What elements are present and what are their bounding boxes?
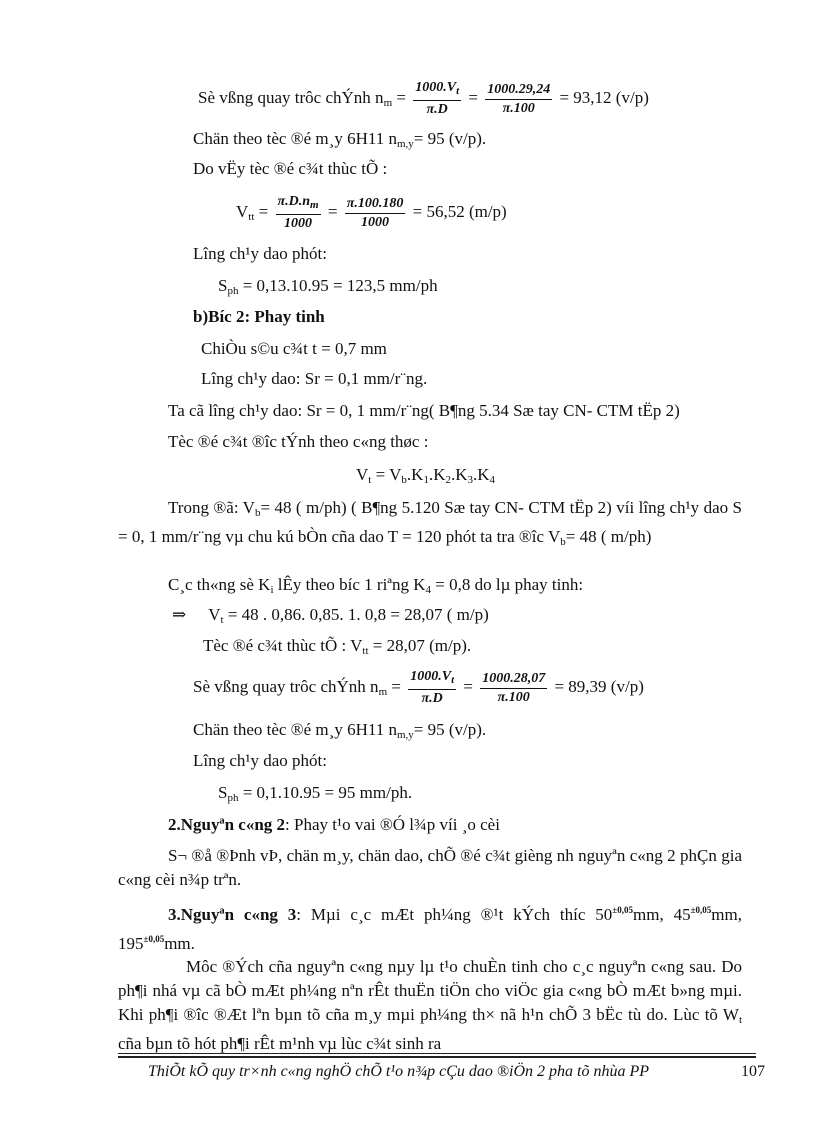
denominator: 1000 xyxy=(284,216,313,231)
operation-2-heading xyxy=(168,815,500,835)
numerator: π.D.n xyxy=(277,194,311,209)
sub: m xyxy=(383,96,393,109)
sub: 4 xyxy=(489,474,496,486)
text-line: Do vËy tèc ®é c¾t thùc tÕ : xyxy=(193,159,388,178)
sub: b xyxy=(401,474,407,486)
text: = 95 (v/p). xyxy=(413,129,487,148)
text: = 93,12 (v/p) xyxy=(555,87,649,107)
text: = xyxy=(392,87,411,107)
text: = V xyxy=(371,465,402,484)
sub: b xyxy=(560,536,566,548)
spindle-speed-formula-1 xyxy=(198,80,649,118)
sub: t xyxy=(738,1014,742,1026)
text: = 28,07 (m/p). xyxy=(368,636,472,655)
text: = 56,52 (m/p) xyxy=(408,201,507,221)
numerator: 1000.V xyxy=(415,80,457,95)
page-number: 107 xyxy=(741,1063,765,1080)
sub: 4 xyxy=(425,584,432,596)
sub: t xyxy=(368,474,372,486)
actual-speed-line xyxy=(203,636,471,661)
denominator: 1000 xyxy=(361,214,390,230)
text: = 0,13.10.95 = 123,5 mm/ph xyxy=(238,276,438,295)
text: = 48 ( m/ph) xyxy=(565,527,652,546)
text: = xyxy=(387,676,406,696)
coefficients-line xyxy=(168,575,583,600)
numerator: 1000.V xyxy=(410,669,452,684)
text: = xyxy=(464,87,483,107)
sub: 3 xyxy=(467,474,473,486)
text: Trong ®ã: V xyxy=(168,498,255,517)
text: .K xyxy=(450,465,468,484)
text: V xyxy=(208,605,221,624)
spindle-speed-formula-2 xyxy=(193,669,644,707)
paragraph: S¬ ®å ®Þnh vÞ, chän m¸y, chän dao, chÕ ®é c¾t gièng nh nguyªn c«ng 2 phÇn gia c«ng cèi n¾p trªn. xyxy=(118,846,742,889)
text: Chän theo tèc ®é m¸y 6H11 n xyxy=(193,129,397,148)
denominator: π.D xyxy=(421,691,443,706)
fraction xyxy=(480,671,547,706)
text-line: Lîng ch¹y dao: Sr = 0,1 mm/r¨ng. xyxy=(201,369,428,388)
text: = 89,39 (v/p) xyxy=(550,676,644,696)
sub: m xyxy=(378,685,388,698)
sub: t xyxy=(451,674,455,686)
sub: m,y xyxy=(396,729,414,741)
text: S xyxy=(218,783,228,802)
text: C¸c th«ng sè K xyxy=(168,575,271,594)
denominator: π.100 xyxy=(502,100,535,116)
paragraph xyxy=(118,496,742,554)
text: = xyxy=(459,676,478,696)
text: = 95 (v/p). xyxy=(413,720,487,739)
sub: t xyxy=(220,614,224,626)
machine-speed-line-1 xyxy=(193,129,486,154)
cutting-speed-formula xyxy=(236,194,507,232)
text: = 48 . 0,86. 0,85. 1. 0,8 = 28,07 ( m/p) xyxy=(223,605,489,624)
sub: b xyxy=(254,507,261,519)
text: = xyxy=(254,201,273,221)
numerator: π.100.180 xyxy=(345,196,406,214)
text: Chän theo tèc ®é m¸y 6H11 n xyxy=(193,720,397,739)
fraction xyxy=(413,80,461,118)
numerator: 1000.29,24 xyxy=(485,82,552,100)
tolerance: ±0,05 xyxy=(612,905,633,915)
sub: m xyxy=(310,199,319,211)
text: mm, 195 xyxy=(118,905,742,953)
paragraph xyxy=(118,955,742,1056)
text-line: ChiÒu s©u c¾t t = 0,7 mm xyxy=(201,339,387,358)
text: Sè vßng quay trôc chÝnh n xyxy=(198,87,384,107)
text: V xyxy=(236,201,249,221)
fraction xyxy=(345,196,406,231)
sub: i xyxy=(270,584,274,596)
footer-divider xyxy=(118,1056,756,1058)
tolerance: ±0,05 xyxy=(690,905,712,915)
numerator: 1000.28,07 xyxy=(480,671,547,689)
machine-speed-line-2 xyxy=(193,720,486,745)
text-line: Tèc ®é c¾t ®îc tÝnh theo c«ng thøc : xyxy=(168,432,429,451)
sub: m,y xyxy=(396,138,414,150)
text-line: Ta cã lîng ch¹y dao: Sr = 0, 1 mm/r¨ng( B¶ng 5.34 Sæ tay CN- CTM tËp 2) xyxy=(168,401,680,420)
text: .K xyxy=(473,465,490,484)
sub: t xyxy=(456,85,460,97)
text: cña bµn tõ hót ph¶i rÊt m¹nh vµ lùc c¾t sinh ra xyxy=(118,1034,442,1053)
text: = 0,8 do lµ phay tinh: xyxy=(431,575,584,594)
text: V xyxy=(356,465,369,484)
fraction xyxy=(408,669,456,707)
tolerance: ±0,05 xyxy=(143,934,165,944)
text: : Phay t¹o vai ®Ó l¾p víi ¸o cèi xyxy=(285,815,500,834)
text: lÊy theo bíc 1 riªng K xyxy=(273,575,426,594)
text: S xyxy=(218,276,228,295)
text: = 0,1.10.95 = 95 mm/ph. xyxy=(238,783,413,802)
sub: tt xyxy=(362,645,369,657)
heading-bold: 2.Nguyªn c«ng 2 xyxy=(168,815,286,834)
speed-calc-line xyxy=(172,605,489,630)
sub: tt xyxy=(248,210,255,223)
sub: ph xyxy=(227,792,239,804)
fraction xyxy=(485,82,552,117)
denominator: π.D xyxy=(426,102,448,117)
text: : Mµi c¸c mÆt ph¼ng ®¹t kÝch thíc 50 xyxy=(296,905,613,924)
text: = xyxy=(323,201,342,221)
denominator: π.100 xyxy=(497,689,530,705)
feed-line-1 xyxy=(218,276,438,301)
text: Môc ®Ých cña nguyªn c«ng nµy lµ t¹o chuÈn tinh cho c¸c nguyªn c«ng sau. Do ph¶i nhá vµ cã bÒ mÆt ph¼ng nªn rÊt thuËn tiÖn cho viÖc gia c«ng bÒ mÆt b»ng mµi. Khi ph¶i ®îc ®Æt lªn bµn tõ cña m¸y mµi ph¼ng th× nã h¹n chÕ 3 bËc tù do. Lùc tõ W xyxy=(118,957,742,1024)
sub: ph xyxy=(227,285,239,297)
speed-formula-general xyxy=(356,465,495,490)
sub: 1 xyxy=(423,474,429,486)
text: = 48 ( m/ph) ( B¶ng 5.120 Sæ tay CN- CTM tËp 2) víi lîng ch¹y dao S = 0, 1 mm/r¨ng vµ chu kú bÒn cña dao T = 120 phót ta tra ®îc V xyxy=(118,498,743,546)
step-heading: b)Bíc 2: Phay tinh xyxy=(193,307,325,326)
footer-title: ThiÕt kÕ quy tr×nh c«ng nghÖ chÕ t¹o n¾p cÇu dao ®iÖn 2 pha tõ nhùa PP xyxy=(148,1063,650,1080)
heading-bold: 3.Nguyªn c«ng 3 xyxy=(168,905,297,924)
text: .K xyxy=(428,465,446,484)
text: Tèc ®é c¾t thùc tÕ : V xyxy=(203,636,363,655)
text: mm. xyxy=(164,934,195,953)
text-line: Lîng ch¹y dao phót: xyxy=(193,244,327,263)
text: Sè vßng quay trôc chÝnh n xyxy=(193,676,379,696)
fraction xyxy=(276,194,321,232)
footer-divider xyxy=(118,1053,756,1054)
text: .K xyxy=(406,465,424,484)
sub: 2 xyxy=(445,474,451,486)
text: mm, 45 xyxy=(633,905,691,924)
feed-line-2 xyxy=(218,783,412,808)
text-line: Lîng ch¹y dao phót: xyxy=(193,751,327,770)
operation-3-paragraph xyxy=(118,898,742,956)
implies-icon: ⇒ xyxy=(172,605,187,624)
